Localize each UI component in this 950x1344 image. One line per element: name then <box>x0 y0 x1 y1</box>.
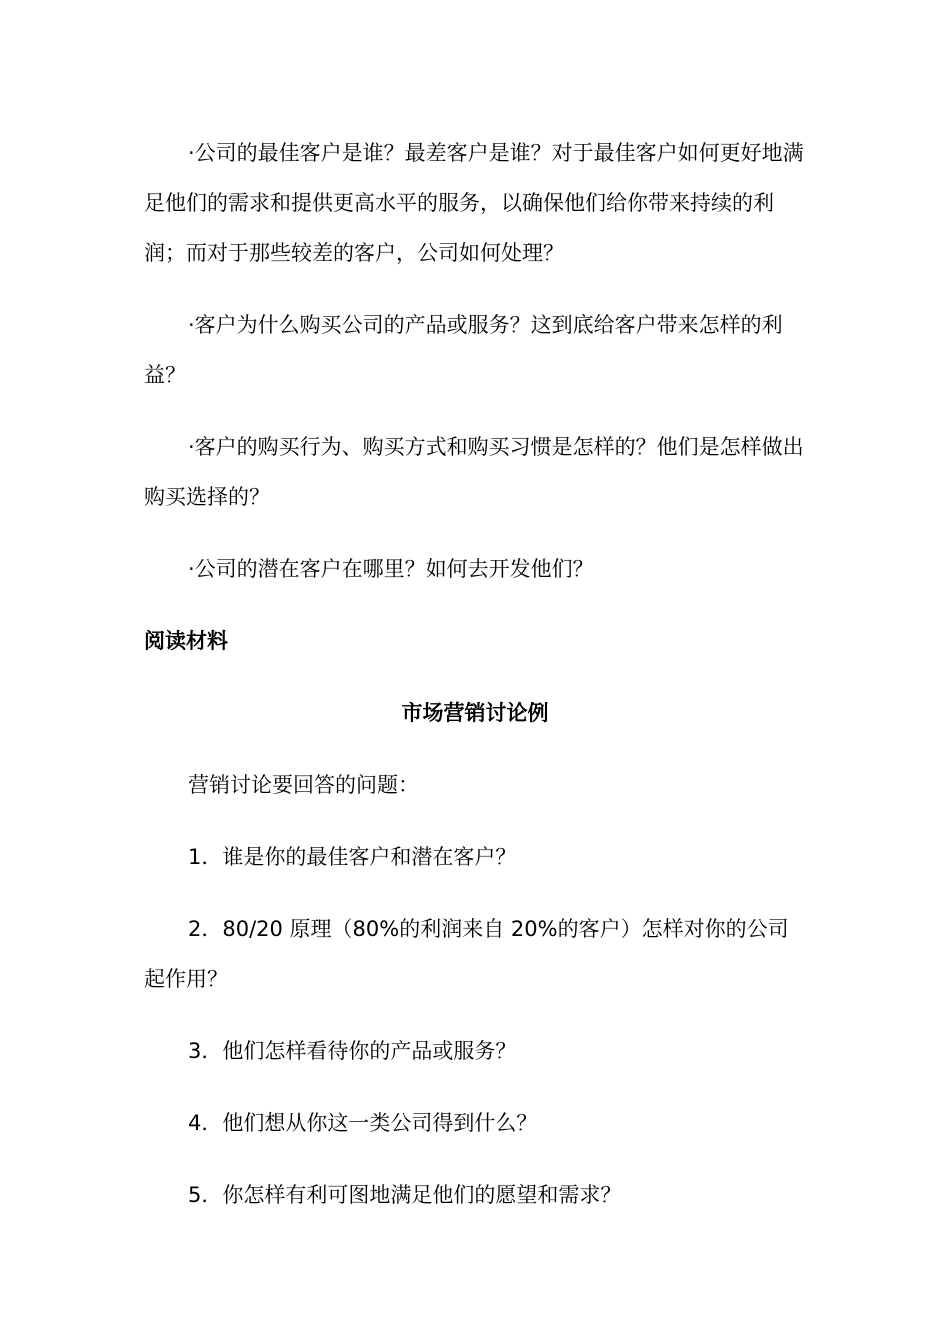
article-item-2: 2．80/20 原理（80%的利润来自 20%的客户）怎样对你的公司起作用？ <box>144 917 789 991</box>
question-paragraph-1: ·公司的最佳客户是谁？最差客户是谁？对于最佳客户如何更好地满足他们的需求和提供更高水平的服务，以确保他们给你带来持续的利润；而对于那些较差的客户，公司如何处理？ <box>144 141 804 265</box>
article-item-3: 3．他们怎样看待你的产品或服务？ <box>188 1039 517 1063</box>
question-paragraph-3: ·客户的购买行为、购买方式和购买习惯是怎样的？他们是怎样做出购买选择的？ <box>144 435 804 509</box>
article-title: 市场营销讨论例 <box>401 701 549 725</box>
question-paragraph-2: ·客户为什么购买公司的产品或服务？这到底给客户带来怎样的利益？ <box>144 313 783 387</box>
document-page <box>144 128 806 1242</box>
article-item-5: 5．你怎样有利可图地满足他们的愿望和需求？ <box>188 1183 622 1207</box>
article-item-4: 4．他们想从你这一类公司得到什么？ <box>188 1111 538 1135</box>
question-paragraph-4: ·公司的潜在客户在哪里？如何去开发他们？ <box>188 557 594 581</box>
article-item-1: 1．谁是你的最佳客户和潜在客户？ <box>188 845 517 869</box>
reading-material-heading: 阅读材料 <box>144 629 228 653</box>
article-intro: 营销讨论要回答的问题： <box>188 773 419 797</box>
